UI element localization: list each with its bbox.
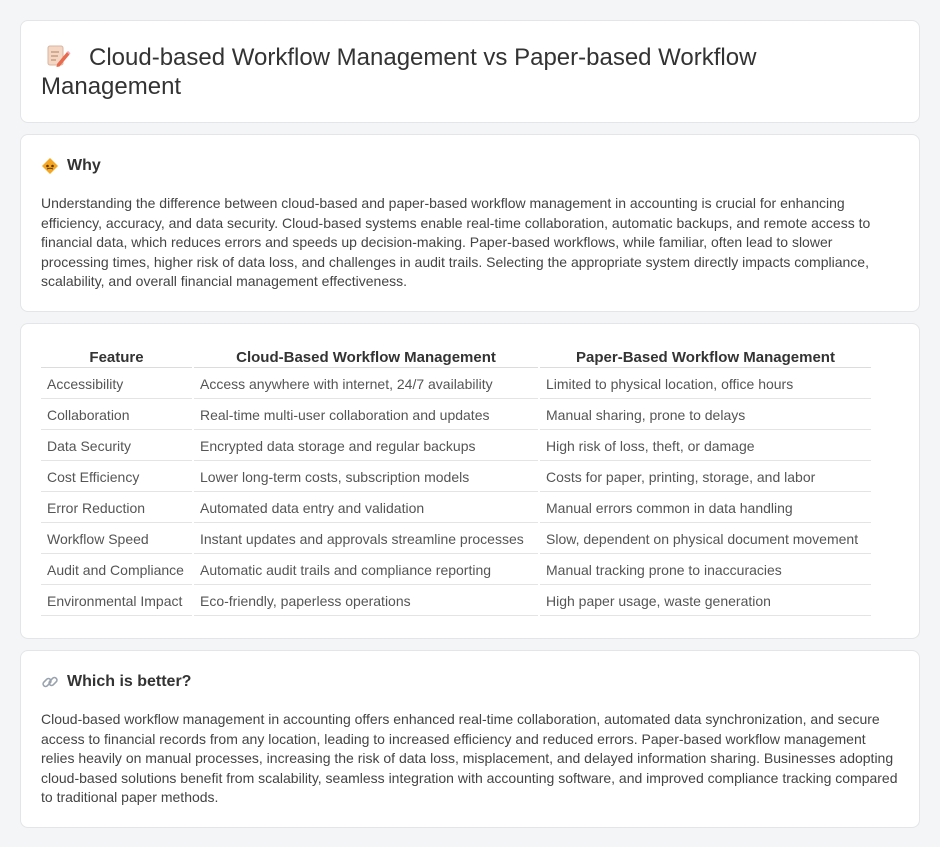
- paper-cell: Limited to physical location, office hours: [540, 370, 871, 399]
- feature-cell: Environmental Impact: [41, 587, 192, 616]
- table-row: [41, 370, 871, 399]
- table-row: [41, 525, 871, 554]
- which-better-card: [20, 650, 920, 828]
- comparison-table: [39, 344, 873, 618]
- paper-cell: Manual errors common in data handling: [540, 494, 871, 523]
- table-row: [41, 494, 871, 523]
- link-icon: [41, 673, 59, 691]
- header-feature: Feature: [41, 346, 192, 368]
- header-paper: Paper-Based Workflow Management: [540, 346, 871, 368]
- cloud-cell: Real-time multi-user collaboration and updates: [194, 401, 538, 430]
- table-row: [41, 556, 871, 585]
- feature-cell: Error Reduction: [41, 494, 192, 523]
- cloud-cell: Encrypted data storage and regular backups: [194, 432, 538, 461]
- cloud-cell: Access anywhere with internet, 24/7 availability: [194, 370, 538, 399]
- memo-pencil-icon: [45, 44, 71, 68]
- better-header: [41, 672, 899, 692]
- comparison-card: [20, 323, 920, 639]
- better-heading: Which is better?: [67, 673, 192, 690]
- paper-cell: Costs for paper, printing, storage, and labor: [540, 463, 871, 492]
- why-header: [41, 156, 899, 176]
- title-card: [20, 20, 920, 123]
- diamond-warning-icon: [41, 157, 59, 175]
- better-text: Cloud-based workflow management in accounting offers enhanced real-time collaboration, automated data synchronization, and secure access to financial records from any location, leading to increased efficiency and reduced errors. Paper-based workflow management relies heavily on manual processes, increasing the risk of data loss, misplacement, and delayed information sharing. Businesses adopting cloud-based solutions benefit from scalability, seamless integration with accounting software, and improved compliance tracking compared to traditional paper methods.: [41, 711, 898, 806]
- feature-cell: Workflow Speed: [41, 525, 192, 554]
- cloud-cell: Automated data entry and validation: [194, 494, 538, 523]
- cloud-cell: Instant updates and approvals streamline processes: [194, 525, 538, 554]
- paper-cell: High paper usage, waste generation: [540, 587, 871, 616]
- paper-cell: High risk of loss, theft, or damage: [540, 432, 871, 461]
- cloud-cell: Lower long-term costs, subscription models: [194, 463, 538, 492]
- feature-cell: Cost Efficiency: [41, 463, 192, 492]
- paper-cell: Slow, dependent on physical document movement: [540, 525, 871, 554]
- paper-cell: Manual sharing, prone to delays: [540, 401, 871, 430]
- feature-cell: Audit and Compliance: [41, 556, 192, 585]
- table-row: [41, 587, 871, 616]
- cloud-cell: Automatic audit trails and compliance reporting: [194, 556, 538, 585]
- paper-cell: Manual tracking prone to inaccuracies: [540, 556, 871, 585]
- table-row: [41, 432, 871, 461]
- feature-cell: Data Security: [41, 432, 192, 461]
- why-text: Understanding the difference between cloud-based and paper-based workflow management in accounting is crucial for enhancing efficiency, accuracy, and data security. Cloud-based systems enable real-time collaboration, automatic backups, and remote access to financial data, which reduces errors and speeds up decision-making. Paper-based workflows, while familiar, often lead to slower processing times, higher risk of data loss, and challenges in audit trails. Selecting the appropriate system directly impacts compliance, scalability, and overall financial management effectiveness.: [41, 195, 871, 290]
- header-cloud: Cloud-Based Workflow Management: [194, 346, 538, 368]
- page-title: [41, 43, 899, 101]
- page-title-text: Cloud-based Workflow Management vs Paper-based Workflow Management: [41, 44, 757, 100]
- why-heading: Why: [67, 157, 101, 174]
- feature-cell: Collaboration: [41, 401, 192, 430]
- feature-cell: Accessibility: [41, 370, 192, 399]
- why-card: [20, 134, 920, 312]
- table-row: [41, 401, 871, 430]
- table-header-row: [41, 346, 871, 368]
- cloud-cell: Eco-friendly, paperless operations: [194, 587, 538, 616]
- table-row: [41, 463, 871, 492]
